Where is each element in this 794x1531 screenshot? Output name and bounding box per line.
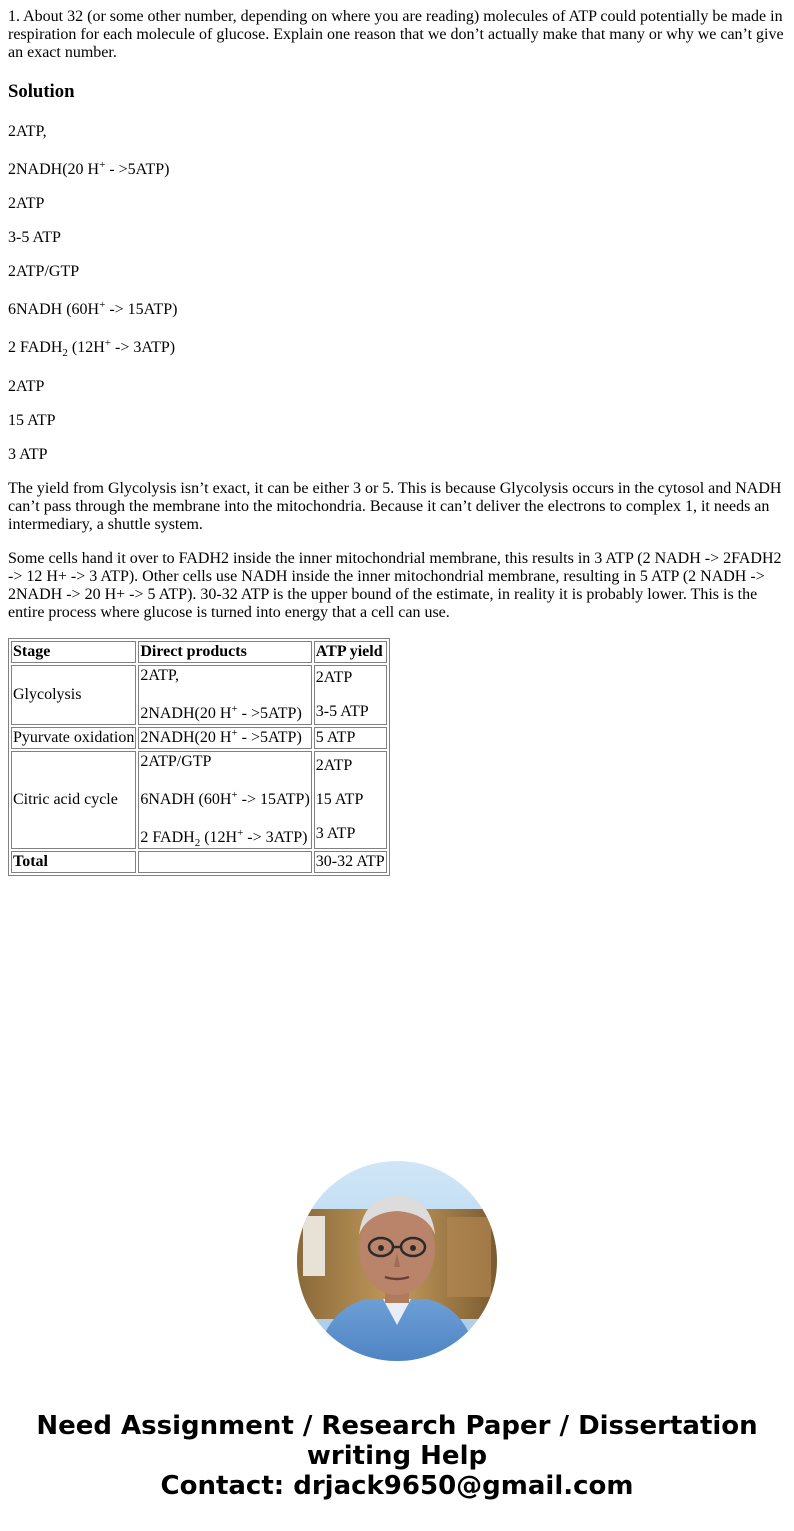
list-item: 6NADH (60H+ -> 15ATP)	[8, 299, 178, 318]
products-cell	[138, 851, 311, 873]
list-item: 3 ATP	[8, 446, 48, 463]
stage-cell: Glycolysis	[11, 665, 136, 725]
list-item: 3-5 ATP	[8, 229, 61, 246]
author-avatar	[297, 1161, 497, 1361]
list-item: 2 $FADH_2$ (12H+ -> 3ATP)	[8, 337, 176, 359]
promo-banner	[0, 1411, 794, 1501]
products-cell: 2ATP, 2NADH(20 H+ - >5ATP)	[138, 665, 311, 725]
list-item: 2ATP,	[8, 123, 47, 140]
promo-line-2: writing Help	[306, 1441, 488, 1471]
stage-cell: Pyurvate oxidation	[11, 727, 136, 749]
list-item: 2ATP/GTP	[8, 263, 80, 280]
products-cell: 2NADH(20 H+ - >5ATP)	[138, 727, 311, 749]
header-atp-yield: ATP yield	[314, 641, 387, 663]
list-item: 2ATP	[8, 195, 45, 212]
document-body	[0, 8, 794, 876]
table-header-row	[11, 641, 387, 663]
products-cell: 2ATP/GTP 6NADH (60H+ -> 15ATP) 2 $FADH_2$ (12H+ -> 3ATP)	[140, 753, 310, 849]
explanation-paragraph-2: Some cells hand it over to FADH2 inside the inner mitochondrial membrane, this results in 3 ATP (2 NADH -> 2FADH2 -> 12 H+ -> 3 ATP). Other cells use NADH inside the inner mitochondrial membrane, resulting in 5 ATP (2 NADH -> 2NADH -> 20 H+ -> 5 ATP). 30-32 ATP is the upper bound of the estimate, in reality it is probably lower. This is the entire process where glucose is turned into energy that a cell can use.	[8, 550, 782, 621]
table-row	[11, 727, 387, 749]
list-item: 15 ATP	[8, 412, 56, 429]
yield-cell: 2ATP 15 ATP 3 ATP	[314, 751, 387, 849]
table-row	[11, 665, 387, 725]
header-stage: Stage	[11, 641, 136, 663]
yield-cell: 5 ATP	[314, 727, 387, 749]
list-item: 2ATP	[8, 378, 45, 395]
explanation-paragraph-1: The yield from Glycolysis isn’t exact, it can be either 3 or 5. This is because Glycolysis occurs in the cytosol and NADH can’t pass through the membrane into the mitochondria. Because it can’t deliver the electrons to complex 1, it needs an intermediary, a shuttle system.	[8, 480, 782, 533]
promo-line-1: Need Assignment / Research Paper / Dissertation	[36, 1411, 758, 1441]
yield-cell: 30-32 ATP	[314, 851, 387, 873]
list-item: 2NADH(20 H+ - >5ATP)	[8, 159, 170, 178]
header-direct-products: Direct products	[138, 641, 311, 663]
yield-cell: 2ATP 3-5 ATP	[314, 665, 387, 725]
promo-contact: Contact: drjack9650@gmail.com	[160, 1471, 634, 1501]
solution-heading: Solution	[8, 81, 75, 102]
atp-yield-table	[8, 638, 390, 876]
table-total-row	[11, 851, 387, 873]
stage-cell: Citric acid cycle	[11, 751, 136, 849]
stage-cell: Total	[11, 851, 136, 873]
question-text: 1. About 32 (or some other number, depending on where you are reading) molecules of ATP could potentially be made in respiration for each molecule of glucose. Explain one reason that we don’t actually make that many or why we can’t give an exact number.	[8, 8, 784, 61]
author-photo	[297, 1161, 497, 1361]
table-row	[11, 751, 387, 849]
